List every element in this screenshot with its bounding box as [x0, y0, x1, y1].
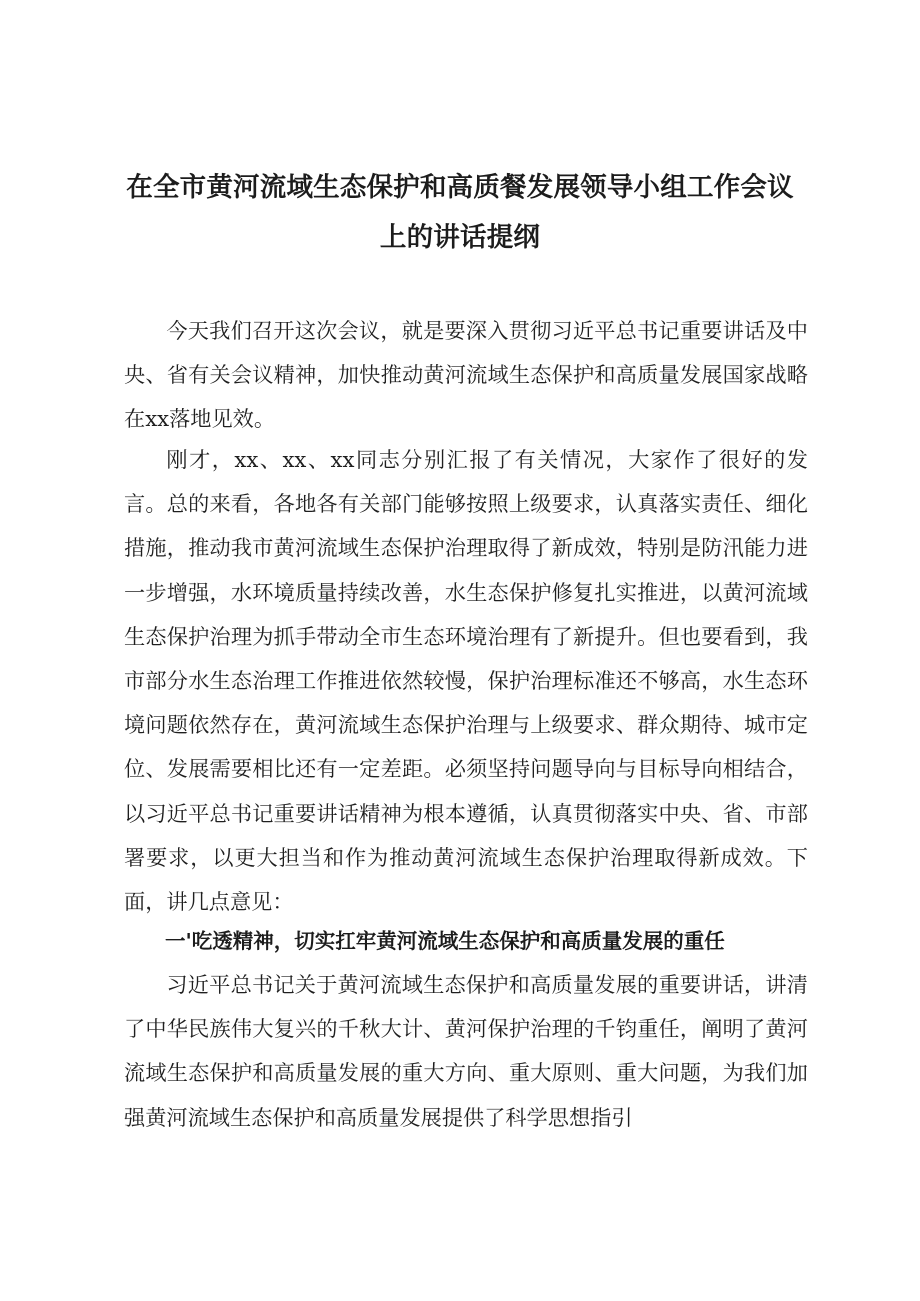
- document-title: 在全市黄河流域生态保护和高质餐发展领导小组工作会议上的讲话提纲: [126, 172, 794, 253]
- paragraph-review: 刚才，xx、xx、xx同志分别汇报了有关情况，大家作了很好的发言。总的来看，各地各有关部门能够按照上级要求，认真落实责任、细化措施，推动我市黄河流域生态保护治理取得了新成效，特别是防汛能力进一步增强，水环境质量持续改善，水生态保护修复扎实推进，以黄河流域生态保护治理为抓手带动全市生态环境治理有了新提升。但也要看到，我市部分水生态治理工作推进依然较慢，保护治理标准还不够高，水生态环境问题依然存在，黄河流域生态保护治理与上级要求、群众期待、城市定位、发展需要相比还有一定差距。必须坚持问题导向与目标导向相结合，以习近平总书记重要讲话精神为根本遵循，认真贯彻落实中央、省、市部署要求，以更大担当和作为推动黄河流域生态保护治理取得新成效。下面，讲几点意见：: [124, 447, 808, 915]
- section-heading: 一'吃透精神，切实扛牢黄河流域生态保护和高质量发展的重任: [165, 929, 725, 953]
- section-paragraph: 习近平总书记关于黄河流域生态保护和高质量发展的重要讲话，讲清了中华民族伟大复兴的千秋大计、黄河保护治理的千钧重任，阐明了黄河流域生态保护和高质量发展的重大方向、重大原则、重大问题，为我们加强黄河流域生态保护和高质量发展提供了科学思想指引: [124, 972, 808, 1130]
- paragraph-intro: 今天我们召开这次会议，就是要深入贯彻习近平总书记重要讲话及中央、省有关会议精神，加快推动黄河流域生态保护和高质量发展国家战略在xx落地见效。: [124, 318, 808, 432]
